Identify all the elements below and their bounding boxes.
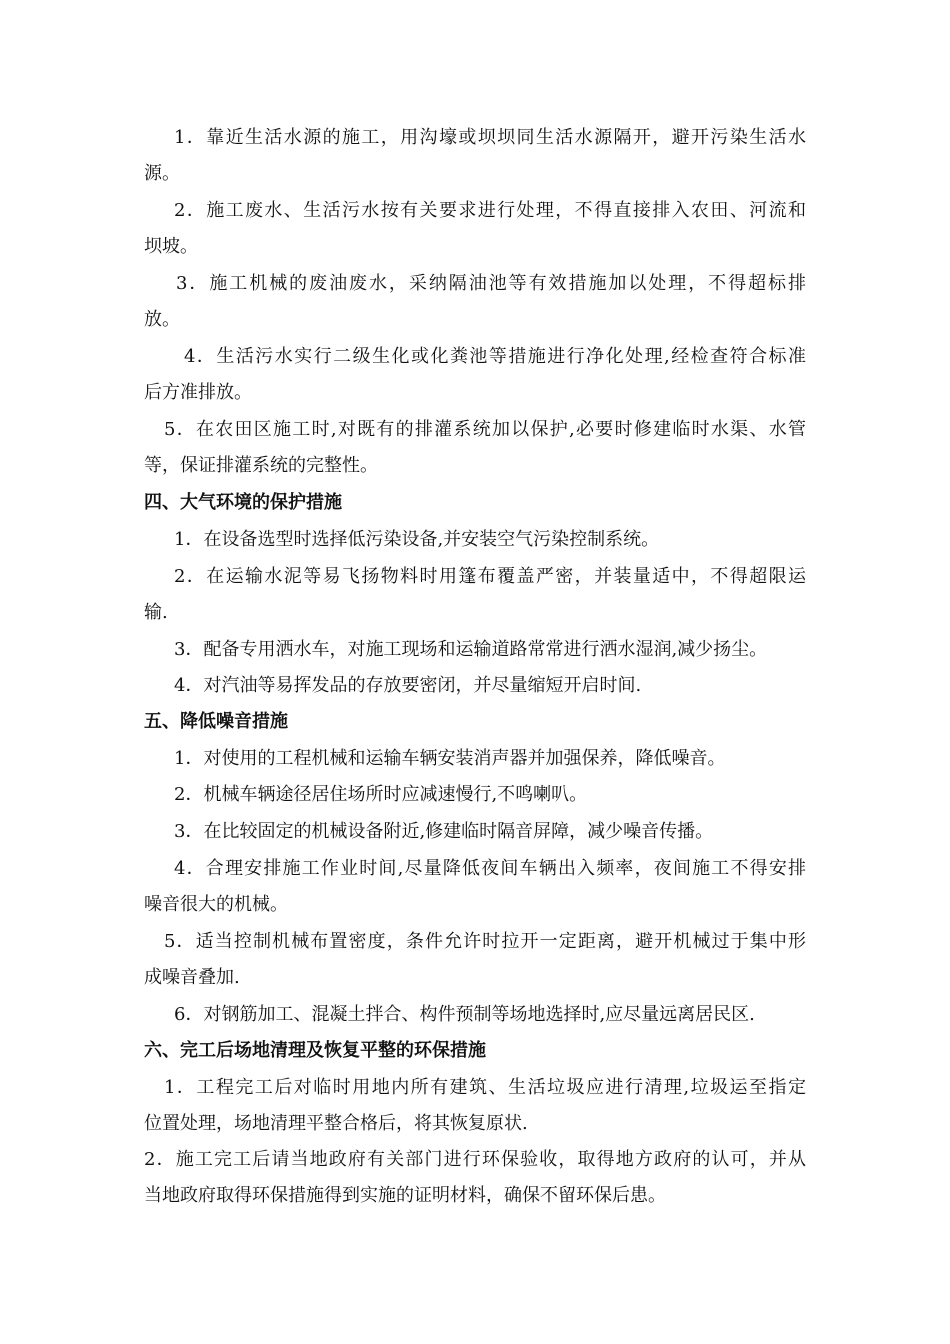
paragraph-line: 等，保证排灌系统的完整性。 — [144, 455, 378, 476]
paragraph-line: 2．施工废水、生活污水按有关要求进行处理，不得直接排入农田、河流和 — [174, 200, 806, 221]
paragraph-line: 后方准排放。 — [144, 382, 252, 403]
paragraph-line: 源。 — [144, 163, 180, 184]
paragraph-line: 4．对汽油等易挥发品的存放要密闭，并尽量缩短开启时间. — [174, 675, 642, 696]
paragraph-line: 5．在农田区施工时,对既有的排灌系统加以保护,必要时修建临时水渠、水管 — [164, 419, 806, 440]
paragraph-line: 2．机械车辆途径居住场所时应减速慢行,不鸣喇叭。 — [174, 784, 588, 805]
paragraph-line: 3．在比较固定的机械设备附近,修建临时隔音屏障，减少噪音传播。 — [174, 821, 714, 842]
paragraph-line: 输. — [144, 602, 168, 623]
paragraph-line: 1．对使用的工程机械和运输车辆安装消声器并加强保养，降低噪音。 — [174, 748, 726, 769]
paragraph-line: 成噪音叠加. — [144, 967, 240, 988]
paragraph-line: 2．施工完工后请当地政府有关部门进行环保验收，取得地方政府的认可，并从 — [144, 1149, 806, 1170]
section-heading: 四、大气环境的保护措施 — [144, 492, 342, 513]
paragraph-line: 当地政府取得环保措施得到实施的证明材料，确保不留环保后患。 — [144, 1185, 666, 1206]
section-heading: 五、降低噪音措施 — [144, 711, 288, 732]
paragraph-line: 4．生活污水实行二级生化或化粪池等措施进行净化处理,经检查符合标准 — [184, 346, 806, 367]
paragraph-line: 6．对钢筋加工、混凝土拌合、构件预制等场地选择时,应尽量远离居民区. — [174, 1004, 755, 1025]
paragraph-line: 1．靠近生活水源的施工，用沟壕或坝坝同生活水源隔开，避开污染生活水 — [174, 127, 806, 148]
paragraph-line: 位置处理，场地清理平整合格后，将其恢复原状. — [144, 1113, 528, 1134]
paragraph-line: 4．合理安排施工作业时间,尽量降低夜间车辆出入频率，夜间施工不得安排 — [174, 858, 806, 879]
paragraph-line: 放。 — [144, 309, 180, 330]
paragraph-line: 2．在运输水泥等易飞扬物料时用篷布覆盖严密，并装量适中，不得超限运 — [174, 566, 806, 587]
paragraph-line: 3．配备专用洒水车，对施工现场和运输道路常常进行洒水湿润,减少扬尘。 — [174, 639, 768, 660]
paragraph-line: 坝坡。 — [144, 236, 198, 257]
paragraph-line: 3．施工机械的废油废水，采纳隔油池等有效措施加以处理，不得超标排 — [176, 273, 806, 294]
paragraph-line: 1．工程完工后对临时用地内所有建筑、生活垃圾应进行清理,垃圾运至指定 — [164, 1077, 806, 1098]
paragraph-line: 5．适当控制机械布置密度，条件允许时拉开一定距离，避开机械过于集中形 — [164, 931, 806, 952]
paragraph-line: 噪音很大的机械。 — [144, 894, 288, 915]
paragraph-line: 1．在设备选型时选择低污染设备,并安装空气污染控制系统。 — [174, 529, 660, 550]
section-heading: 六、完工后场地清理及恢复平整的环保措施 — [144, 1040, 486, 1061]
